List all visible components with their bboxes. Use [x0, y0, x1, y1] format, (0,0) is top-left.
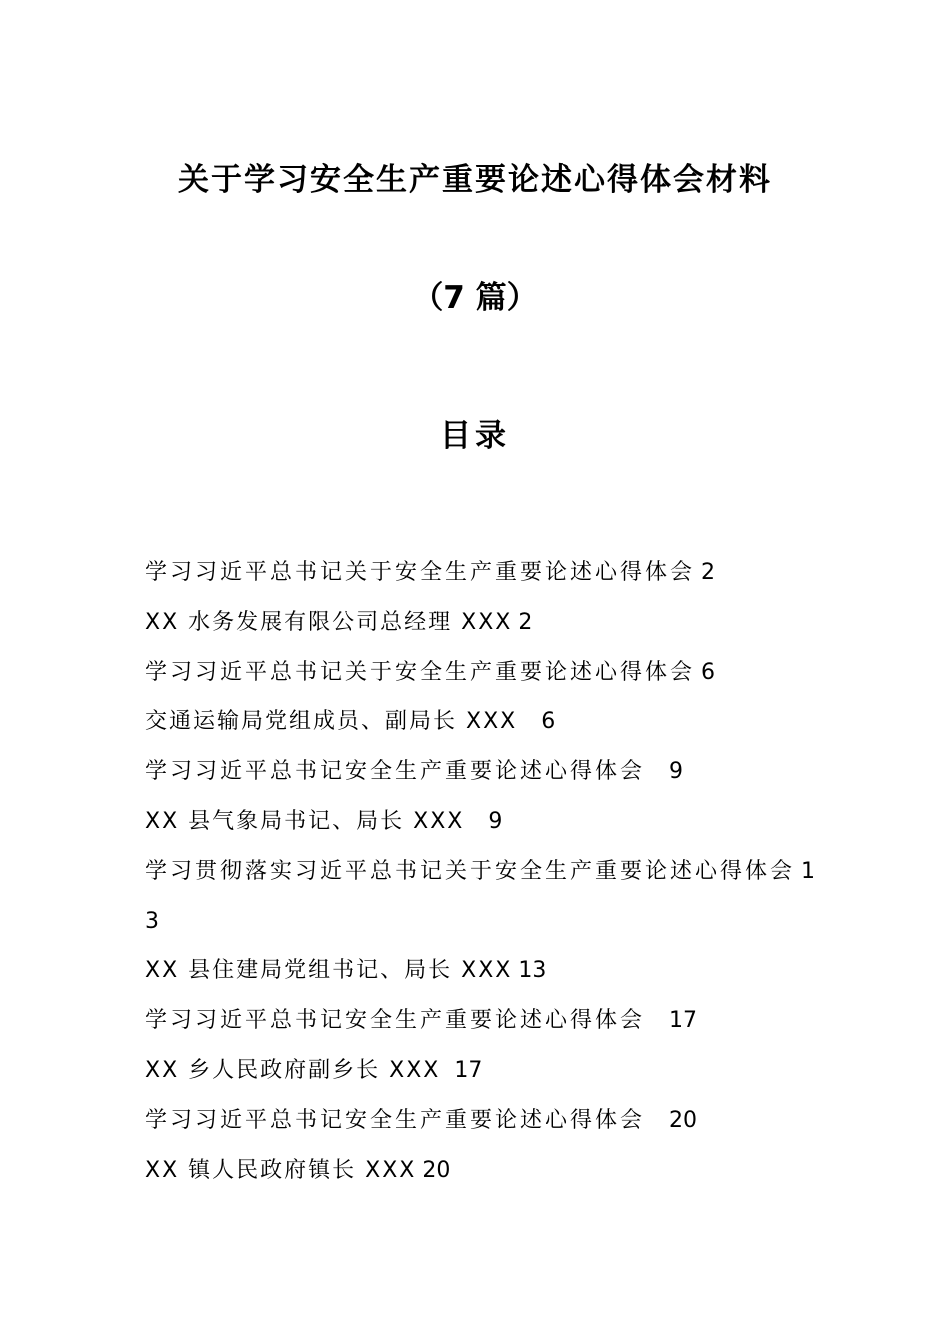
- toc-entry-page: 6: [541, 709, 556, 735]
- toc-entry-text: 交通运输局党组成员、副局长 XXX: [145, 709, 518, 735]
- toc-entry[interactable]: [145, 797, 825, 847]
- toc-entry-page: 2: [701, 560, 716, 585]
- toc-entry[interactable]: [145, 946, 825, 996]
- toc-entry-page: 9: [488, 808, 503, 834]
- toc-entry[interactable]: [145, 598, 825, 648]
- toc-entry-text: 学习习近平总书记安全生产重要论述心得体会: [145, 759, 646, 785]
- toc-entry[interactable]: [145, 847, 825, 947]
- toc-entry-page: 17: [454, 1057, 483, 1083]
- toc-entry-page: 2: [518, 609, 533, 635]
- toc-entry-text: XX 县气象局书记、局长 XXX: [145, 808, 465, 834]
- toc-entry-text: XX 乡人民政府副乡长 XXX: [145, 1057, 441, 1083]
- toc-entry-text: 学习贯彻落实习近平总书记关于安全生产重要论述心得体会: [145, 858, 796, 884]
- toc-entry-page: 20: [669, 1107, 698, 1133]
- toc-entry-text: 学习习近平总书记安全生产重要论述心得体会: [145, 1008, 646, 1034]
- toc-entry-page: 9: [669, 759, 684, 785]
- toc-entry-text: XX 水务发展有限公司总经理 XXX: [145, 609, 513, 635]
- toc-entry-text: 学习习近平总书记关于安全生产重要论述心得体会: [145, 659, 696, 685]
- toc-entry[interactable]: [145, 1146, 825, 1196]
- toc-entry[interactable]: [145, 548, 825, 598]
- toc-entry-page: 20: [422, 1157, 451, 1183]
- toc-entry-page: 13: [145, 858, 816, 934]
- toc-entry[interactable]: [145, 747, 825, 797]
- toc-entry-text: 学习习近平总书记关于安全生产重要论述心得体会: [145, 560, 696, 585]
- toc-entry[interactable]: [145, 1046, 825, 1096]
- toc-entry[interactable]: [145, 996, 825, 1046]
- toc-entry-page: 17: [669, 1008, 698, 1034]
- document-subtitle: （7 篇）: [412, 280, 538, 316]
- toc-entry-text: 学习习近平总书记安全生产重要论述心得体会: [145, 1107, 646, 1133]
- toc-entry-text: XX 镇人民政府镇长 XXX: [145, 1157, 417, 1183]
- table-of-contents: [145, 548, 825, 1195]
- document-title: 关于学习安全生产重要论述心得体会材料: [178, 162, 772, 198]
- toc-entry-page: 6: [701, 659, 716, 685]
- toc-heading: 目录: [440, 418, 510, 454]
- toc-entry-text: XX 县住建局党组书记、局长 XXX: [145, 958, 513, 984]
- toc-entry[interactable]: [145, 697, 825, 747]
- toc-entry[interactable]: [145, 648, 825, 698]
- toc-entry-page: 13: [518, 958, 547, 984]
- toc-entry[interactable]: [145, 1096, 825, 1146]
